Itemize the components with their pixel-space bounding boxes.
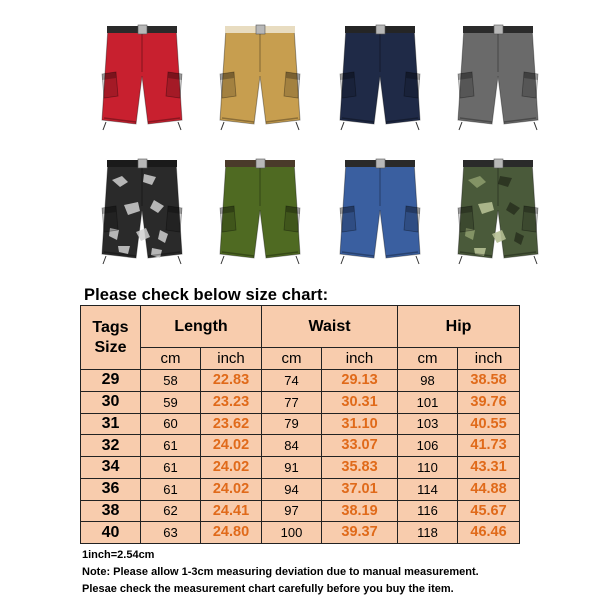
- product-thumbnail[interactable]: [450, 16, 546, 134]
- inch-value-cell: 23.23: [201, 391, 262, 413]
- cm-value-cell: 61: [141, 457, 201, 479]
- cm-value-cell: 74: [262, 370, 322, 392]
- inch-value-cell: 30.31: [322, 391, 398, 413]
- unit-header: inch: [458, 348, 520, 370]
- cargo-shorts-image: [332, 150, 428, 268]
- deviation-note: Note: Please allow 1-3cm measuring deviation due to manual measurement.: [82, 566, 479, 578]
- size-tag-cell: 40: [81, 522, 141, 544]
- size-chart-heading: Please check below size chart:: [84, 286, 329, 304]
- table-row: [81, 413, 520, 435]
- cm-value-cell: 63: [141, 522, 201, 544]
- product-thumbnail[interactable]: [332, 150, 428, 268]
- product-thumbnail[interactable]: [212, 150, 308, 268]
- size-tag-cell: 38: [81, 500, 141, 522]
- size-tag-cell: 34: [81, 457, 141, 479]
- table-row: [81, 522, 520, 544]
- inch-value-cell: 24.80: [201, 522, 262, 544]
- inch-value-cell: 23.62: [201, 413, 262, 435]
- cm-value-cell: 59: [141, 391, 201, 413]
- table-row: [81, 391, 520, 413]
- cm-value-cell: 114: [398, 478, 458, 500]
- size-tag-cell: 29: [81, 370, 141, 392]
- cargo-shorts-image: [212, 16, 308, 134]
- inch-value-cell: 31.10: [322, 413, 398, 435]
- cm-value-cell: 103: [398, 413, 458, 435]
- unit-header: cm: [141, 348, 201, 370]
- inch-value-cell: 24.41: [201, 500, 262, 522]
- cargo-shorts-image: [332, 16, 428, 134]
- cm-value-cell: 94: [262, 478, 322, 500]
- table-row: [81, 370, 520, 392]
- inch-value-cell: 44.88: [458, 478, 520, 500]
- inch-value-cell: 24.02: [201, 457, 262, 479]
- product-thumbnail[interactable]: [450, 150, 546, 268]
- cm-value-cell: 62: [141, 500, 201, 522]
- cm-value-cell: 84: [262, 435, 322, 457]
- size-chart-table: [80, 305, 520, 544]
- cm-value-cell: 100: [262, 522, 322, 544]
- unit-header: cm: [262, 348, 322, 370]
- table-row: [81, 435, 520, 457]
- cargo-shorts-image: [450, 16, 546, 134]
- size-tag-cell: 32: [81, 435, 141, 457]
- size-tag-cell: 36: [81, 478, 141, 500]
- cm-value-cell: 58: [141, 370, 201, 392]
- inch-value-cell: 39.37: [322, 522, 398, 544]
- cm-value-cell: 98: [398, 370, 458, 392]
- cargo-shorts-image: [94, 150, 190, 268]
- conversion-note: 1inch=2.54cm: [82, 549, 155, 561]
- unit-header: inch: [322, 348, 398, 370]
- cm-value-cell: 97: [262, 500, 322, 522]
- waist-header: Waist: [262, 306, 398, 348]
- inch-value-cell: 29.13: [322, 370, 398, 392]
- check-note: Plesae check the measurement chart carefully before you buy the item.: [82, 583, 454, 595]
- cm-value-cell: 79: [262, 413, 322, 435]
- inch-value-cell: 35.83: [322, 457, 398, 479]
- product-thumbnail[interactable]: [94, 16, 190, 134]
- table-row: [81, 500, 520, 522]
- inch-value-cell: 37.01: [322, 478, 398, 500]
- product-thumbnail[interactable]: [94, 150, 190, 268]
- product-thumbnail[interactable]: [332, 16, 428, 134]
- inch-value-cell: 24.02: [201, 435, 262, 457]
- table-row: [81, 478, 520, 500]
- inch-value-cell: 38.58: [458, 370, 520, 392]
- cargo-shorts-image: [450, 150, 546, 268]
- cargo-shorts-image: [94, 16, 190, 134]
- inch-value-cell: 22.83: [201, 370, 262, 392]
- length-header: Length: [141, 306, 262, 348]
- hip-header: Hip: [398, 306, 520, 348]
- cm-value-cell: 110: [398, 457, 458, 479]
- cm-value-cell: 116: [398, 500, 458, 522]
- inch-value-cell: 39.76: [458, 391, 520, 413]
- cm-value-cell: 60: [141, 413, 201, 435]
- cm-value-cell: 61: [141, 435, 201, 457]
- size-notes: [82, 547, 479, 598]
- tags-size-header: Tags Size: [81, 306, 141, 370]
- inch-value-cell: 38.19: [322, 500, 398, 522]
- inch-value-cell: 43.31: [458, 457, 520, 479]
- inch-value-cell: 24.02: [201, 478, 262, 500]
- inch-value-cell: 45.67: [458, 500, 520, 522]
- inch-value-cell: 40.55: [458, 413, 520, 435]
- cm-value-cell: 101: [398, 391, 458, 413]
- inch-value-cell: 41.73: [458, 435, 520, 457]
- cm-value-cell: 91: [262, 457, 322, 479]
- product-thumbnail[interactable]: [212, 16, 308, 134]
- cm-value-cell: 106: [398, 435, 458, 457]
- inch-value-cell: 46.46: [458, 522, 520, 544]
- size-tag-cell: 31: [81, 413, 141, 435]
- table-row: [81, 457, 520, 479]
- inch-value-cell: 33.07: [322, 435, 398, 457]
- unit-header: cm: [398, 348, 458, 370]
- cm-value-cell: 118: [398, 522, 458, 544]
- size-tag-cell: 30: [81, 391, 141, 413]
- unit-header: inch: [201, 348, 262, 370]
- cm-value-cell: 61: [141, 478, 201, 500]
- cm-value-cell: 77: [262, 391, 322, 413]
- cargo-shorts-image: [212, 150, 308, 268]
